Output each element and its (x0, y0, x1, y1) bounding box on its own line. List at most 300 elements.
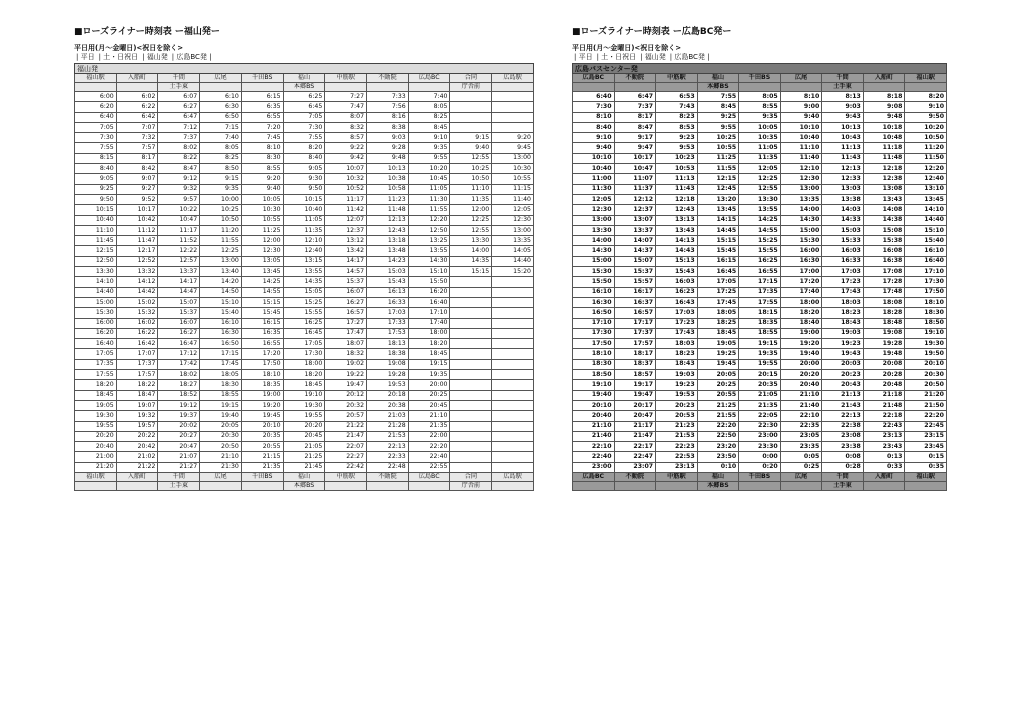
table-row-cell: 17:47 (325, 328, 367, 338)
table-row-cell: 12:05 (492, 205, 534, 215)
table-row-cell: 12:40 (283, 246, 325, 256)
table-row (573, 256, 947, 266)
table-row-cell: 21:43 (822, 400, 864, 410)
table-row-cell: 19:37 (158, 411, 200, 421)
footer-row-bottom-cell (75, 481, 117, 490)
table-row-cell: 18:35 (241, 380, 283, 390)
table-row-cell: 23:00 (573, 462, 615, 472)
table-row-cell: 17:00 (780, 267, 822, 277)
table-row (75, 225, 534, 235)
table-row-cell: 17:50 (241, 359, 283, 369)
table-row-cell: 21:20 (75, 462, 117, 472)
table-row-cell: 6:47 (158, 112, 200, 122)
table-row-cell: 22:13 (367, 442, 409, 452)
table-row-cell: 12:13 (367, 215, 409, 225)
table-row-cell: 9:05 (75, 174, 117, 184)
table-row-cell: 18:52 (158, 390, 200, 400)
table-row-cell: 16:20 (408, 287, 450, 297)
table-row-cell: 11:13 (656, 174, 698, 184)
table-row-cell: 23:13 (863, 431, 905, 441)
table-row-cell: 9:35 (408, 143, 450, 153)
table-row-cell: 20:15 (739, 370, 781, 380)
table-row-cell: 7:20 (241, 122, 283, 132)
table-row-cell: 18:43 (656, 359, 698, 369)
table-row-cell: 8:25 (200, 153, 242, 163)
table-row-cell: 9:55 (697, 122, 739, 132)
header-row-bottom-cell: 土手東 (822, 83, 864, 92)
footer-row-top (75, 472, 534, 481)
table-row (573, 236, 947, 246)
table-row-cell: 22:10 (780, 411, 822, 421)
table-row-cell: 23:35 (780, 442, 822, 452)
table-row-cell: 20:25 (408, 390, 450, 400)
table-row-cell: 21:22 (116, 462, 158, 472)
header-row-top-cell: 中筋駅 (656, 74, 698, 83)
header-row-bottom-cell (905, 83, 947, 92)
table-row-cell: 6:27 (158, 102, 200, 112)
table-row-cell: 19:00 (241, 390, 283, 400)
table-row-cell: 0:25 (780, 462, 822, 472)
table-row-cell: 9:15 (200, 174, 242, 184)
table-row-cell: 8:53 (656, 122, 698, 132)
table-row-cell: 14:03 (822, 205, 864, 215)
table-row-cell: 7:37 (158, 133, 200, 143)
table-row-cell: 15:15 (241, 297, 283, 307)
table-row-cell: 21:55 (697, 411, 739, 421)
table-row-cell: 0:35 (905, 462, 947, 472)
nav-weekend-holiday[interactable]: | 土・日祝日 (98, 53, 139, 61)
table-row-cell: 10:38 (367, 174, 409, 184)
table-row-cell: 9:20 (241, 174, 283, 184)
table-row-cell: 18:00 (780, 297, 822, 307)
table-row-cell: 18:50 (905, 318, 947, 328)
header-row-bottom-cell (116, 83, 158, 92)
table-row-cell: 18:50 (573, 370, 615, 380)
table-row-cell: 14:30 (408, 256, 450, 266)
table-row-cell: 18:20 (283, 370, 325, 380)
table-row-cell: 16:38 (863, 256, 905, 266)
table-row-cell: 22:10 (573, 442, 615, 452)
table-row-cell: 8:05 (739, 92, 781, 102)
table-row-cell: 10:07 (325, 164, 367, 174)
nav-hiroshima-bc-departure[interactable]: | 広島BC発 | (171, 53, 212, 61)
table-row-cell: 17:57 (116, 370, 158, 380)
table-row-cell: 21:25 (697, 400, 739, 410)
header-row-bottom-cell: 本郷BS (283, 83, 325, 92)
table-row-cell: 15:37 (325, 277, 367, 287)
table-row-cell: 16:15 (697, 256, 739, 266)
header-row-bottom-cell (75, 83, 117, 92)
footer-row-top-cell: 福山 (697, 472, 739, 481)
nav-fukuyama-departure[interactable]: | 福山発 (142, 53, 168, 61)
table-row-cell: 8:17 (614, 112, 656, 122)
hiroshima-bc-departure-block (572, 26, 947, 491)
header-row-bottom-cell (573, 83, 615, 92)
table-row-cell: 18:13 (367, 339, 409, 349)
table-row-cell: 18:48 (863, 318, 905, 328)
table-row-cell: 20:12 (325, 390, 367, 400)
table-row-cell: 17:15 (739, 277, 781, 287)
table-row-cell: 20:40 (573, 411, 615, 421)
table-row-cell: 12:25 (739, 174, 781, 184)
table-row-cell: 21:07 (158, 452, 200, 462)
table-row-cell: 8:47 (158, 164, 200, 174)
table-row-cell: 11:23 (367, 194, 409, 204)
table-row-cell: 20:27 (158, 431, 200, 441)
table-row-cell: 16:00 (75, 318, 117, 328)
table-row-cell: 11:07 (614, 174, 656, 184)
table-row-cell: 16:10 (573, 287, 615, 297)
table-row-cell (450, 421, 492, 431)
table-row-cell: 12:18 (863, 164, 905, 174)
header-row-top-cell: 合同 (450, 74, 492, 83)
table-row-cell: 10:55 (241, 215, 283, 225)
table-row-cell: 16:30 (573, 297, 615, 307)
table-row-cell: 18:10 (573, 349, 615, 359)
table-row-cell: 13:55 (739, 205, 781, 215)
table-row-cell: 21:25 (283, 452, 325, 462)
table-row-cell: 14:40 (75, 287, 117, 297)
footer-row-bottom-cell (325, 481, 367, 490)
table-row-cell: 16:43 (656, 297, 698, 307)
table-row-cell: 0:33 (863, 462, 905, 472)
table-row-cell: 9:50 (905, 112, 947, 122)
table-row-cell: 18:27 (158, 380, 200, 390)
table-row-cell: 9:42 (325, 153, 367, 163)
table-row-cell: 9:48 (367, 153, 409, 163)
table-row-cell: 9:47 (614, 143, 656, 153)
table-row-cell: 12:30 (492, 215, 534, 225)
table-row-cell: 6:15 (241, 92, 283, 102)
table-row-cell: 16:50 (573, 308, 615, 318)
section-header-row (573, 64, 947, 74)
table-row-cell: 14:42 (116, 287, 158, 297)
table-row-cell: 15:33 (822, 236, 864, 246)
nav-fukuyama-departure[interactable]: | 福山発 (640, 53, 666, 61)
table-row (75, 339, 534, 349)
table-row-cell: 17:57 (614, 339, 656, 349)
table-row-cell: 18:07 (325, 339, 367, 349)
table-row-cell: 18:55 (200, 390, 242, 400)
table-row-cell: 16:03 (656, 277, 698, 287)
table-row-cell (492, 287, 534, 297)
table-row-cell: 15:20 (492, 267, 534, 277)
table-row-cell: 13:45 (905, 194, 947, 204)
table-row-cell: 21:40 (573, 431, 615, 441)
table-row-cell: 14:40 (492, 256, 534, 266)
header-row-top-cell: 広島BC (408, 74, 450, 83)
table-row-cell: 19:35 (408, 370, 450, 380)
table-row-cell: 0:05 (780, 452, 822, 462)
table-row-cell: 20:57 (325, 411, 367, 421)
table-row-cell: 12:30 (573, 205, 615, 215)
table-row-cell: 6:07 (158, 92, 200, 102)
right-subtitle: 平日用(月～金曜日)<祝日を除く> (572, 44, 682, 52)
table-row-cell: 12:25 (200, 246, 242, 256)
header-row-bottom-cell (780, 83, 822, 92)
table-row-cell: 11:45 (75, 236, 117, 246)
table-row-cell: 0:08 (822, 452, 864, 462)
left-subtitle: 平日用(月～金曜日)<祝日を除く> (74, 44, 184, 52)
footer-row-top-cell: 福山駅 (75, 472, 117, 481)
table-row-cell: 15:57 (614, 277, 656, 287)
table-row-cell: 12:17 (116, 246, 158, 256)
table-row-cell: 16:40 (408, 297, 450, 307)
table-row-cell: 12:18 (656, 194, 698, 204)
table-row-cell: 11:35 (739, 153, 781, 163)
table-row-cell: 17:10 (905, 267, 947, 277)
table-row-cell: 19:23 (656, 380, 698, 390)
table-row-cell: 15:43 (367, 277, 409, 287)
table-row-cell: 16:23 (656, 287, 698, 297)
table-row (75, 164, 534, 174)
table-row-cell: 16:27 (325, 297, 367, 307)
table-row-cell: 12:13 (822, 164, 864, 174)
table-row-cell: 16:35 (241, 328, 283, 338)
table-row-cell: 22:45 (905, 421, 947, 431)
table-row-cell (450, 318, 492, 328)
table-row (573, 370, 947, 380)
table-row-cell: 7:40 (200, 133, 242, 143)
table-row-cell: 20:00 (780, 359, 822, 369)
table-row-cell: 15:55 (739, 246, 781, 256)
table-row-cell: 19:47 (614, 390, 656, 400)
table-row-cell: 23:50 (697, 452, 739, 462)
footer-row-bottom-cell: 本郷BS (697, 481, 739, 490)
table-row-cell: 8:13 (822, 92, 864, 102)
nav-weekday[interactable]: | 平日 (574, 53, 593, 61)
table-row-cell: 20:32 (325, 400, 367, 410)
table-row-cell: 21:23 (656, 421, 698, 431)
table-row-cell: 8:05 (200, 143, 242, 153)
header-row-bottom-cell (656, 83, 698, 92)
table-row-cell: 21:17 (614, 421, 656, 431)
table-row-cell: 19:22 (325, 370, 367, 380)
table-row-cell: 7:07 (116, 122, 158, 132)
table-row-cell: 17:45 (697, 297, 739, 307)
table-row-cell (492, 112, 534, 122)
table-row-cell: 10:55 (492, 174, 534, 184)
table-row-cell: 0:13 (863, 452, 905, 462)
table-row-cell: 17:33 (367, 318, 409, 328)
table-row-cell: 18:15 (739, 308, 781, 318)
table-row-cell: 21:28 (367, 421, 409, 431)
table-row-cell: 9:35 (739, 112, 781, 122)
table-row-cell (450, 370, 492, 380)
table-row-cell: 13:18 (367, 236, 409, 246)
table-row-cell: 11:17 (158, 225, 200, 235)
table-row-cell: 19:05 (75, 400, 117, 410)
table-row-cell: 14:40 (905, 215, 947, 225)
table-row-cell: 7:05 (75, 122, 117, 132)
table-row-cell (492, 380, 534, 390)
table-row-cell: 12:55 (450, 153, 492, 163)
table-row (75, 267, 534, 277)
table-row-cell (492, 349, 534, 359)
table-row-cell: 10:25 (697, 133, 739, 143)
table-row (573, 102, 947, 112)
table-row-cell: 16:33 (822, 256, 864, 266)
table-row-cell: 22:35 (780, 421, 822, 431)
table-row (75, 184, 534, 194)
header-row-top-cell: 広尾 (200, 74, 242, 83)
table-row-cell: 9:08 (863, 102, 905, 112)
table-row-cell: 10:42 (116, 215, 158, 225)
table-row-cell: 20:43 (822, 380, 864, 390)
table-row-cell (492, 122, 534, 132)
table-row-cell (450, 102, 492, 112)
table-row-cell: 18:35 (739, 318, 781, 328)
table-row-cell: 8:07 (325, 112, 367, 122)
table-row (75, 297, 534, 307)
table-row (75, 143, 534, 153)
table-row-cell: 20:42 (116, 442, 158, 452)
table-row-cell: 11:20 (905, 143, 947, 153)
table-row-cell: 21:05 (283, 442, 325, 452)
table-row-cell: 18:20 (408, 339, 450, 349)
table-row (75, 102, 534, 112)
table-row-cell: 9:48 (863, 112, 905, 122)
table-row-cell (492, 359, 534, 369)
table-row-cell: 10:17 (116, 205, 158, 215)
table-row-cell: 12:15 (75, 246, 117, 256)
table-row-cell: 13:37 (614, 225, 656, 235)
footer-row-bottom-cell: 庁舎前 (450, 481, 492, 490)
table-row-cell: 20:50 (200, 442, 242, 452)
footer-row-top-cell: 福山 (283, 472, 325, 481)
table-row-cell: 15:50 (573, 277, 615, 287)
table-row-cell: 20:47 (614, 411, 656, 421)
table-row-cell (450, 442, 492, 452)
table-row-cell: 17:45 (200, 359, 242, 369)
table-row-cell: 11:55 (200, 236, 242, 246)
table-row-cell: 9:53 (656, 143, 698, 153)
table-row-cell: 18:32 (325, 349, 367, 359)
table-row-cell: 18:10 (905, 297, 947, 307)
table-row-cell: 14:15 (697, 215, 739, 225)
table-row-cell: 9:07 (116, 174, 158, 184)
table-row-cell: 19:23 (822, 339, 864, 349)
table-row-cell: 7:05 (283, 112, 325, 122)
table-row-cell: 13:35 (780, 194, 822, 204)
table-row-cell: 13:03 (822, 184, 864, 194)
nav-weekend-holiday[interactable]: | 土・日祝日 (596, 53, 637, 61)
nav-hiroshima-bc-departure[interactable]: | 広島BC発 | (669, 53, 710, 61)
table-row-cell: 16:13 (367, 287, 409, 297)
table-row-cell: 22:13 (822, 411, 864, 421)
nav-weekday[interactable]: | 平日 (76, 53, 95, 61)
table-row-cell: 17:55 (75, 370, 117, 380)
table-row-cell: 15:37 (614, 267, 656, 277)
table-row-cell: 15:25 (739, 236, 781, 246)
table-row-cell: 19:17 (614, 380, 656, 390)
table-row-cell: 15:10 (200, 297, 242, 307)
table-row-cell: 8:45 (408, 122, 450, 132)
table-row-cell: 11:17 (325, 194, 367, 204)
table-row-cell (450, 411, 492, 421)
table-row-cell: 18:23 (822, 308, 864, 318)
table-row-cell: 15:32 (116, 308, 158, 318)
table-row-cell: 14:25 (241, 277, 283, 287)
table-row-cell: 22:33 (367, 452, 409, 462)
table-row-cell: 16:47 (158, 339, 200, 349)
header-row-bottom-cell (325, 83, 367, 92)
table-row-cell: 22:27 (325, 452, 367, 462)
table-row-cell: 14:13 (656, 236, 698, 246)
table-row-cell: 22:20 (697, 421, 739, 431)
table-row-cell: 10:47 (614, 164, 656, 174)
footer-row-bottom-cell: 本郷BS (283, 481, 325, 490)
table-row-cell: 23:30 (739, 442, 781, 452)
table-row-cell: 11:13 (822, 143, 864, 153)
table-row-cell: 12:37 (614, 205, 656, 215)
table-row-cell: 13:45 (697, 205, 739, 215)
table-row (75, 359, 534, 369)
table-row-cell: 18:28 (863, 308, 905, 318)
table-row (75, 194, 534, 204)
table-row-cell: 19:55 (283, 411, 325, 421)
table-row-cell: 8:18 (863, 92, 905, 102)
table-row-cell: 20:03 (822, 359, 864, 369)
table-row-cell: 17:28 (863, 277, 905, 287)
table-row-cell: 8:30 (241, 153, 283, 163)
table-row (75, 236, 534, 246)
table-row-cell: 17:20 (780, 277, 822, 287)
table-row-cell: 19:15 (739, 339, 781, 349)
table-row-cell: 22:43 (863, 421, 905, 431)
table-row-cell: 9:50 (75, 194, 117, 204)
table-row (75, 400, 534, 410)
table-row-cell: 8:50 (200, 164, 242, 174)
table-row-cell: 16:08 (863, 246, 905, 256)
table-row (75, 421, 534, 431)
table-row-cell: 19:20 (241, 400, 283, 410)
table-row (75, 153, 534, 163)
table-row-cell: 10:40 (75, 215, 117, 225)
table-row-cell: 17:20 (241, 349, 283, 359)
footer-row-bottom-cell: 土手東 (158, 481, 200, 490)
table-row-cell: 14:17 (325, 256, 367, 266)
table-row-cell: 13:00 (492, 225, 534, 235)
header-row-bottom-cell (863, 83, 905, 92)
table-row-cell: 13:38 (822, 194, 864, 204)
table-row-cell: 11:55 (697, 164, 739, 174)
table-row-cell: 14:55 (241, 287, 283, 297)
header-row-top-cell: 不動院 (367, 74, 409, 83)
header-row-top-cell: 福山駅 (75, 74, 117, 83)
table-row (573, 349, 947, 359)
table-row-cell: 19:48 (863, 349, 905, 359)
header-row-bottom-cell (739, 83, 781, 92)
table-row-cell: 21:30 (200, 462, 242, 472)
footer-row-bottom-cell (492, 481, 534, 490)
table-row-cell: 16:57 (614, 308, 656, 318)
table-row-cell: 19:40 (780, 349, 822, 359)
table-row-cell: 23:05 (780, 431, 822, 441)
table-row-cell (450, 277, 492, 287)
table-row-cell: 14:30 (573, 246, 615, 256)
table-row-cell: 22:40 (408, 452, 450, 462)
table-row-cell: 13:00 (573, 215, 615, 225)
table-row-cell: 9:15 (450, 133, 492, 143)
table-row-cell: 20:35 (241, 431, 283, 441)
table-row-cell (492, 339, 534, 349)
table-row-cell: 12:57 (158, 256, 200, 266)
table-row-cell: 8:40 (573, 122, 615, 132)
table-row-cell: 17:05 (697, 277, 739, 287)
table-row-cell: 11:48 (863, 153, 905, 163)
table-row-cell: 6:35 (241, 102, 283, 112)
